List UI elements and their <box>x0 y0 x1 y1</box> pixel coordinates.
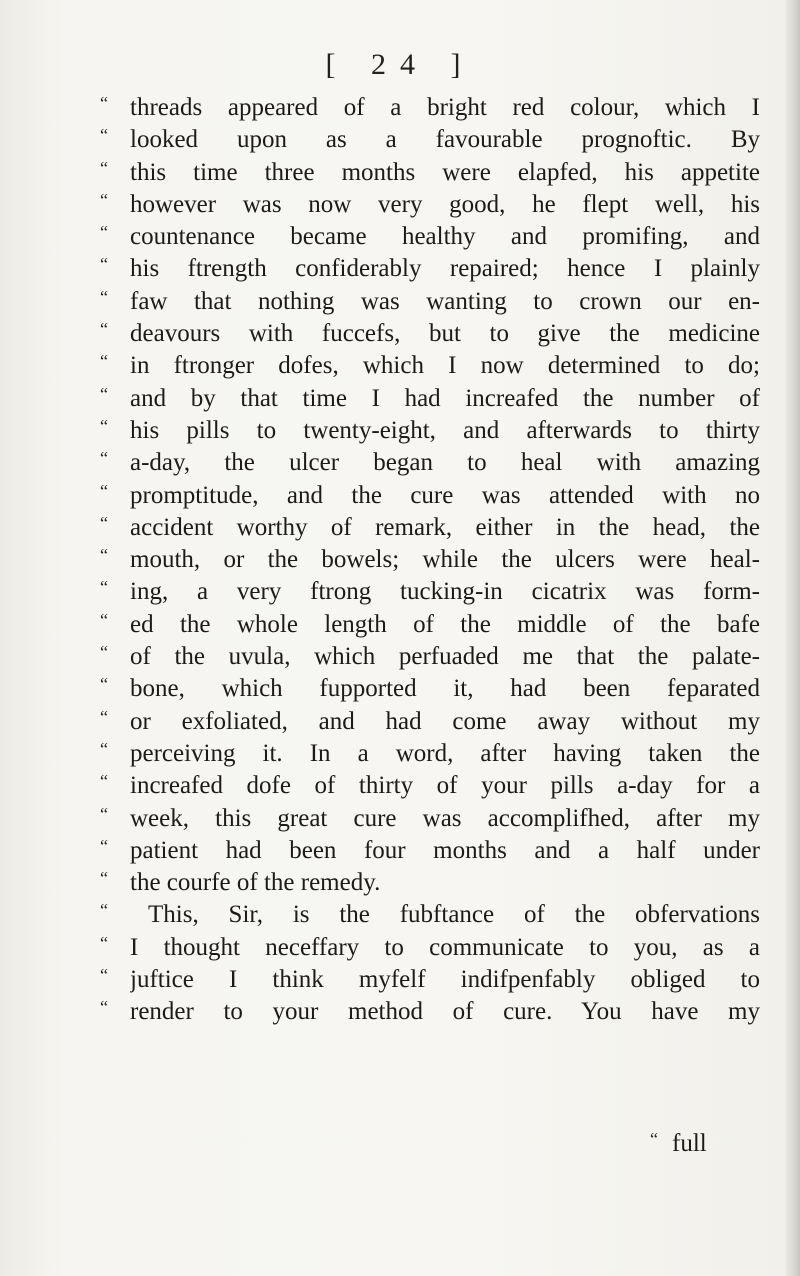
page-number-header: [ 24 ] <box>325 48 475 81</box>
quote-mark: “ <box>100 609 108 630</box>
quote-mark: “ <box>100 868 108 889</box>
text-line <box>100 318 760 350</box>
text-line <box>100 996 760 1028</box>
line-text: a-day, the ulcer began to heal with amazing <box>130 449 760 477</box>
text-line <box>100 124 760 156</box>
text-line <box>100 867 760 899</box>
line-text: and by that time I had increafed the number of <box>130 384 760 412</box>
line-text: in ftronger dofes, which I now determined to do; <box>130 352 760 380</box>
line-text: accident worthy of remark, either in the head, the <box>130 513 760 541</box>
text-line <box>100 544 760 576</box>
line-text: perceiving it. In a word, after having taken the <box>130 739 760 767</box>
text-line <box>100 706 760 738</box>
line-text: his pills to twenty-eight, and afterwards to thirty <box>130 416 760 444</box>
line-text: week, this great cure was accomplifhed, after my <box>130 804 760 832</box>
text-line <box>100 835 760 867</box>
quote-mark: “ <box>100 254 108 275</box>
line-text: promptitude, and the cure was attended with no <box>130 481 760 509</box>
quote-mark: “ <box>100 157 108 178</box>
line-text: ing, a very ftrong tucking-in cicatrix was form- <box>130 578 760 606</box>
quote-mark: “ <box>100 738 108 759</box>
text-line <box>100 899 760 931</box>
line-text: of the uvula, which perfuaded me that the palate- <box>130 643 760 671</box>
text-line <box>100 964 760 996</box>
catchword <box>650 1130 707 1158</box>
line-text: mouth, or the bowels; while the ulcers were heal- <box>130 546 760 574</box>
quote-mark: “ <box>100 835 108 856</box>
text-line <box>100 932 760 964</box>
quote-mark: “ <box>100 93 108 113</box>
text-line <box>100 415 760 447</box>
text-line <box>100 157 760 189</box>
catchword-text: full <box>672 1130 707 1157</box>
body-text <box>100 92 760 1029</box>
line-text: faw that nothing was wanting to crown our en- <box>130 287 760 315</box>
quote-mark: “ <box>100 480 108 501</box>
quote-mark: “ <box>100 189 108 210</box>
quote-mark: “ <box>100 512 108 533</box>
line-text: looked upon as a favourable prognoftic. By <box>130 126 760 154</box>
quote-mark: “ <box>100 222 108 243</box>
text-line <box>100 253 760 285</box>
quote-mark: “ <box>100 286 108 307</box>
line-text: patient had been four months and a half under <box>130 836 760 864</box>
text-line <box>100 447 760 479</box>
line-text: the courfe of the remedy. <box>130 869 381 897</box>
text-line <box>100 383 760 415</box>
line-text: bone, which fupported it, had been feparated <box>130 675 760 703</box>
text-line <box>100 641 760 673</box>
text-line <box>100 803 760 835</box>
quote-mark: “ <box>100 900 108 921</box>
quote-mark: “ <box>650 1129 658 1149</box>
line-text: countenance became healthy and promifing, and <box>130 223 760 251</box>
text-line <box>100 480 760 512</box>
quote-mark: “ <box>100 674 108 695</box>
line-text: this time three months were elapfed, his appetite <box>130 158 760 186</box>
quote-mark: “ <box>100 125 108 146</box>
line-text: however was now very good, he flept well, his <box>130 190 760 218</box>
quote-mark: “ <box>100 415 108 436</box>
text-line <box>100 738 760 770</box>
quote-mark: “ <box>100 706 108 727</box>
quote-mark: “ <box>100 932 108 953</box>
quote-mark: “ <box>100 997 108 1018</box>
line-text: or exfoliated, and had come away without my <box>130 707 760 735</box>
line-text: increafed dofe of thirty of your pills a-day for a <box>130 772 760 800</box>
line-text: ed the whole length of the middle of the bafe <box>130 610 760 638</box>
line-text: deavours with fuccefs, but to give the medicine <box>130 320 760 348</box>
text-line <box>100 609 760 641</box>
text-line <box>100 673 760 705</box>
text-line <box>100 189 760 221</box>
line-text: juftice I think myfelf indifpenfably obliged to <box>130 966 760 994</box>
quote-mark: “ <box>100 642 108 663</box>
text-line <box>100 512 760 544</box>
text-line <box>100 350 760 382</box>
line-text: This, Sir, is the fubftance of the obfervations <box>148 901 760 929</box>
page-edge <box>786 0 800 1276</box>
text-line <box>100 286 760 318</box>
line-text: render to your method of cure. You have my <box>130 998 760 1026</box>
quote-mark: “ <box>100 319 108 340</box>
text-line <box>100 221 760 253</box>
line-text: I thought neceffary to communicate to you, as a <box>130 933 760 961</box>
text-line <box>100 92 760 124</box>
line-text: threads appeared of a bright red colour, which I <box>130 94 760 121</box>
quote-mark: “ <box>100 448 108 469</box>
quote-mark: “ <box>100 803 108 824</box>
line-text: his ftrength confiderably repaired; hence I plainly <box>130 255 760 283</box>
text-line <box>100 770 760 802</box>
quote-mark: “ <box>100 577 108 598</box>
text-line <box>100 576 760 608</box>
quote-mark: “ <box>100 771 108 792</box>
quote-mark: “ <box>100 383 108 404</box>
quote-mark: “ <box>100 351 108 372</box>
quote-mark: “ <box>100 545 108 566</box>
quote-mark: “ <box>100 965 108 986</box>
